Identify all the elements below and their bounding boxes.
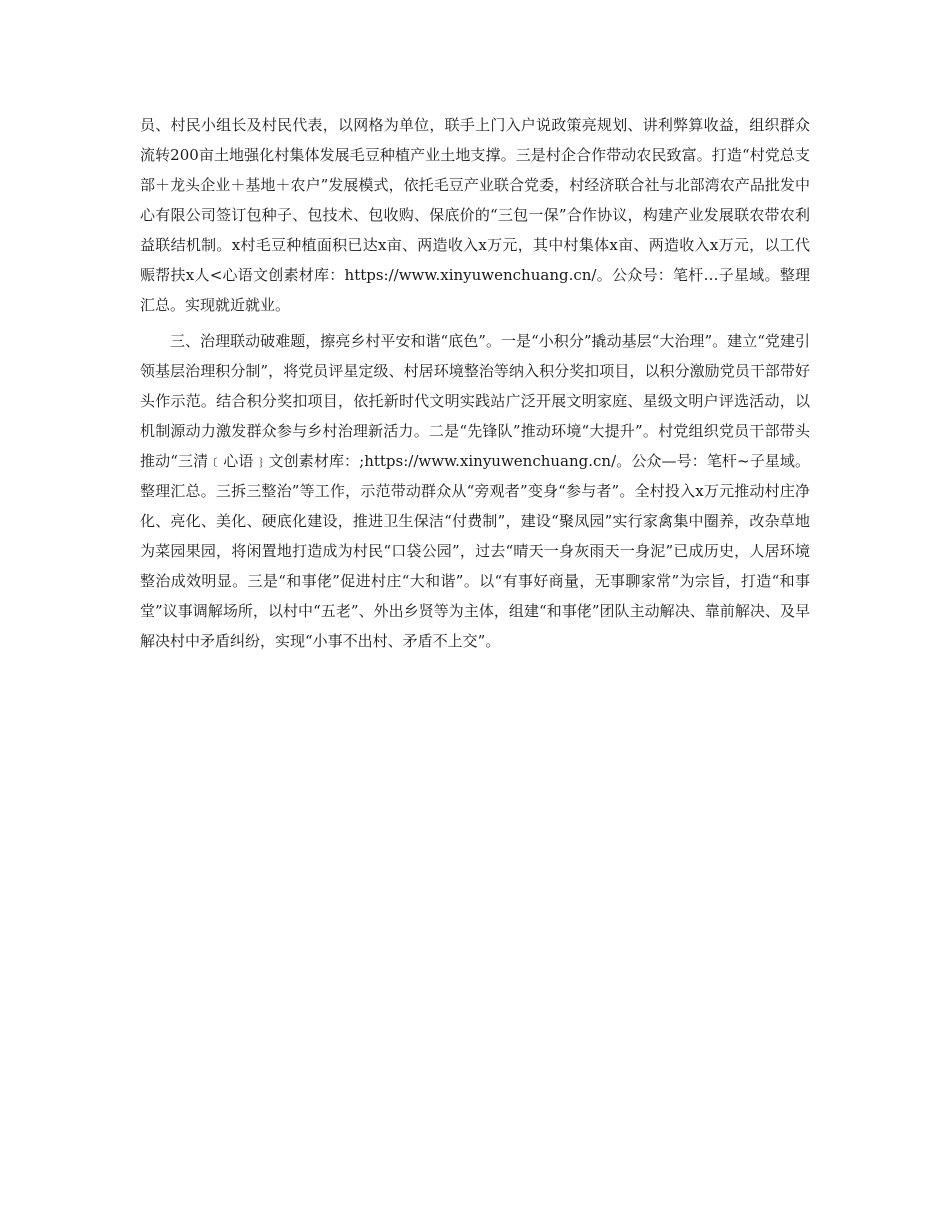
paragraph-continuation: 员、村民小组长及村民代表，以网格为单位，联手上门入户说政策亮规划、讲利弊算收益，组织群众流转200亩土地强化村集体发展毛豆种植产业土地支撑。三是村企合作带动农民致富。打造“村党总支部＋龙头企业＋基地＋农户”发展模式，依托毛豆产业联合党委，村经济联合社与北部湾农产品批发中心有限公司签订包种子、包技术、包收购、保底价的“三包一保”合作协议，构建产业发展联农带农利益联结机制。x村毛豆种植面积已达x亩、两造收入x万元，其中村集体x亩、两造收入x万元，以工代赈帮扶x人<心语文创素材库：https://www.xinyuwenchuang.cn/。公众号：笔杆…子星域。整理汇总。实现就近就业。 <box>140 116 810 314</box>
document-body <box>140 110 810 662</box>
paragraph-governance: 三、治理联动破难题，擦亮乡村平安和谐“底色”。一是“小积分”撬动基层“大治理”。建立“党建引领基层治理积分制”，将党员评星定级、村居环境整治等纳入积分奖扣项目，以积分激励党员干部带好头作示范。结合积分奖扣项目，依托新时代文明实践站广泛开展文明家庭、星级文明户评选活动，以机制源动力激发群众参与乡村治理新活力。二是“先锋队”推动环境“大提升”。村党组织党员干部带头推动“三清﹝心语﹜文创素材库：;https://www.xinyuwenchuang.cn/。公众—号：笔杆~子星域。整理汇总。三拆三整治”等工作，示范带动群众从“旁观者”变身“参与者”。全村投入x万元推动村庄净化、亮化、美化、硬底化建设，推进卫生保洁“付费制”，建设“聚凤园”实行家禽集中圈养，改杂草地为菜园果园，将闲置地打造成为村民“口袋公园”，过去“晴天一身灰雨天一身泥”已成历史，人居环境整治成效明显。三是“和事佬”促进村庄“大和谐”。以“有事好商量，无事聊家常”为宗旨，打造“和事堂”议事调解场所，以村中“五老”、外出乡贤等为主体，组建“和事佬”团队主动解决、靠前解决、及早解决村中矛盾纠纷，实现“小事不出村、矛盾不上交”。 <box>140 332 810 650</box>
